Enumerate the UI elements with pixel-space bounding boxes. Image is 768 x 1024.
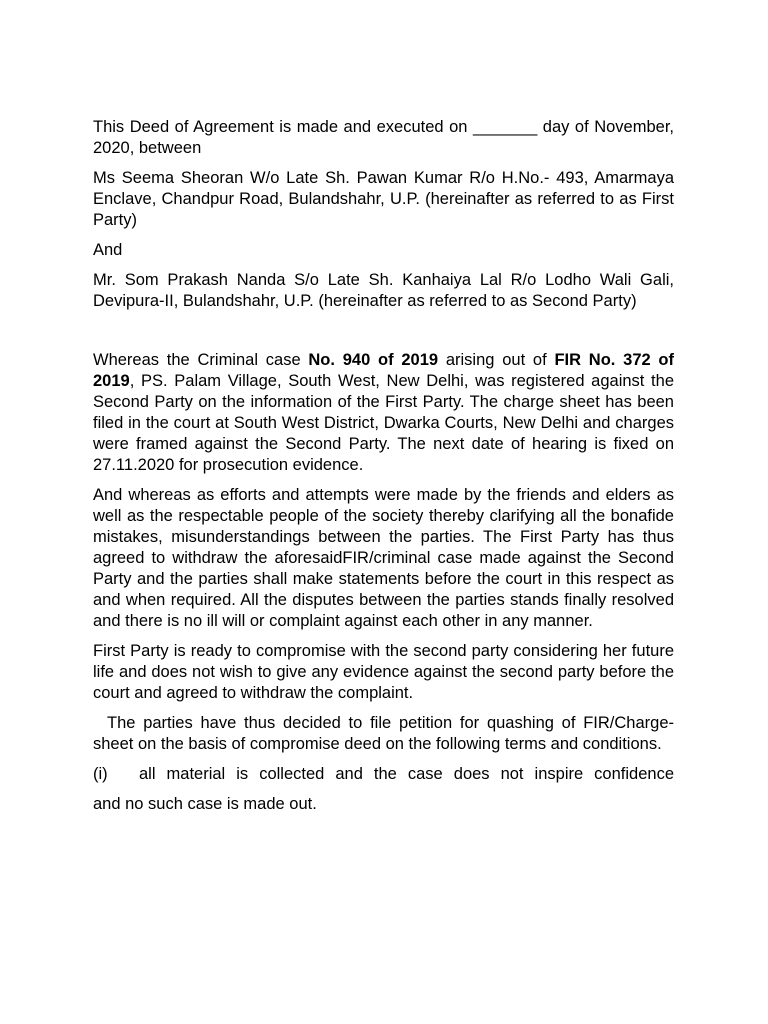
whereas-text-1: Whereas the Criminal case xyxy=(93,351,309,369)
whereas-text-2: arising out of xyxy=(438,351,555,369)
and-separator: And xyxy=(93,241,123,259)
and-whereas-paragraph: And whereas as efforts and attempts were made by the friends and elders as well as the respectable people of the society thereby clarifying all the bonafide mistakes, misunderstandings between the parties. The First Party has thus agreed to withdraw the aforesaidFIR/criminal case made against the Second Party and the parties shall make statements before the court in this respect as and when required. All the disputes between the parties stands finally resolved and there is no ill will or complaint against each other in any manner. xyxy=(93,486,674,630)
opening-paragraph: This Deed of Agreement is made and executed on _______ day of November, 2020, between xyxy=(93,118,674,157)
first-party-ready-paragraph: First Party is ready to compromise with the second party considering her future life and does not wish to give any evidence against the second party before the court and agreed to withdraw the complaint. xyxy=(93,642,674,702)
term-item xyxy=(93,764,674,785)
section-spacer xyxy=(93,321,674,350)
case-number: No. 940 of 2019 xyxy=(308,351,439,369)
whereas-paragraph xyxy=(93,350,674,476)
fir-number: FIR No. 372 of 2019 xyxy=(93,351,675,390)
term-number: (i) xyxy=(93,765,108,783)
term-text: all material is collected and the case does not inspire confidence xyxy=(139,765,674,783)
second-party-paragraph: Mr. Som Prakash Nanda S/o Late Sh. Kanhaiya Lal R/o Lodho Wali Gali, Devipura-II, Bulandshahr, U.P. (hereinafter as referred to as Second Party) xyxy=(93,271,674,310)
parties-decided-paragraph: The parties have thus decided to file petition for quashing of FIR/Charge-sheet on the basis of compromise deed on the following terms and conditions. xyxy=(93,714,674,753)
whereas-text-3: , PS. Palam Village, South West, New Delhi, was registered against the Second Party on the information of the First Party. The charge sheet has been filed in the court at South West District, Dwarka Courts, New Delhi and charges were framed against the Second Party. The next date of hearing is fixed on 27.11.2020 for prosecution evidence. xyxy=(93,372,674,474)
document-page xyxy=(93,117,674,824)
first-party-paragraph: Ms Seema Sheoran W/o Late Sh. Pawan Kumar R/o H.No.- 493, Amarmaya Enclave, Chandpur Road, Bulandshahr, U.P. (hereinafter as referred to as First Party) xyxy=(93,169,674,229)
term-continuation: and no such case is made out. xyxy=(93,795,317,813)
